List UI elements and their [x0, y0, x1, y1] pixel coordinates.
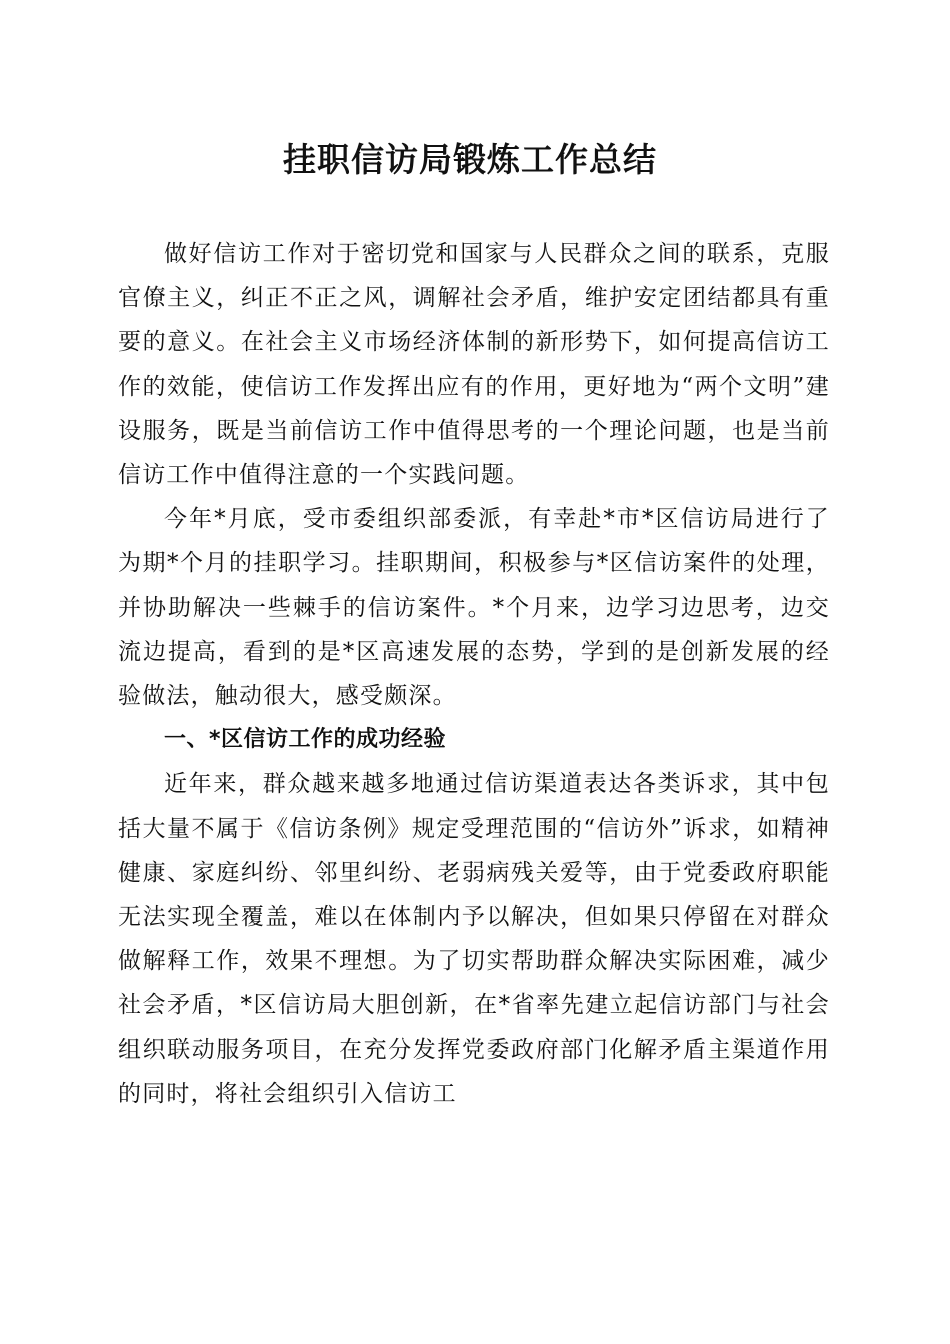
- section-heading: 一、*区信访工作的成功经验: [164, 727, 447, 753]
- document-title: 挂职信访局锻炼工作总结: [283, 140, 657, 179]
- document-body: [118, 232, 830, 1116]
- section-paragraph: 近年来，群众越来越多地通过信访渠道表达各类诉求，其中包括大量不属于《信访条例》规定受理范围的“信访外”诉求，如精神健康、家庭纠纷、邻里纠纷、老弱病残关爱等，由于党委政府职能无法实现全覆盖，难以在体制内予以解决，但如果只停留在对群众做解释工作，效果不理想。为了切实帮助群众解决实际困难，减少社会矛盾，*区信访局大胆创新，在*省率先建立起信访部门与社会组织联动服务项目，在充分发挥党委政府部门化解矛盾主渠道作用的同时，将社会组织引入信访工: [118, 771, 830, 1107]
- intro-paragraph: 做好信访工作对于密切党和国家与人民群众之间的联系，克服官僚主义，纠正不正之风，调解社会矛盾，维护安定团结都具有重要的意义。在社会主义市场经济体制的新形势下，如何提高信访工作的效能，使信访工作发挥出应有的作用，更好地为“两个文明”建设服务，既是当前信访工作中值得思考的一个理论问题，也是当前信访工作中值得注意的一个实践问题。: [118, 241, 830, 489]
- assignment-paragraph: 今年*月底，受市委组织部委派，有幸赴*市*区信访局进行了为期*个月的挂职学习。挂职期间，积极参与*区信访案件的处理，并协助解决一些棘手的信访案件。*个月来，边学习边思考，边交流边提高，看到的是*区高速发展的态势，学到的是创新发展的经验做法，触动很大，感受颇深。: [118, 506, 830, 710]
